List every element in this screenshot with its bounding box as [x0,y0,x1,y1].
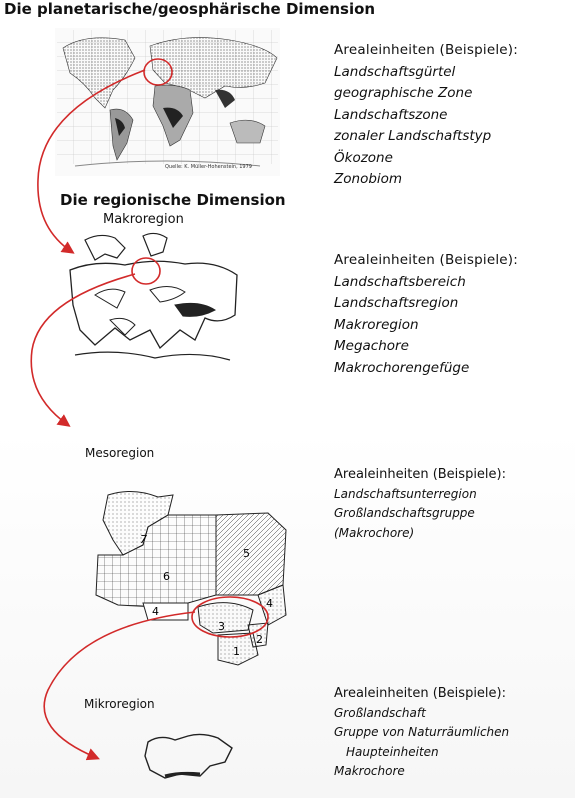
makroregion-units [334,250,518,379]
planetary-unit-item: Ökozone [334,149,393,166]
makroregion-unit-item: Makroregion [334,316,419,333]
mesoregion-unit-item: Großlandschaftsgruppe [334,506,475,520]
meso-region-number: 2 [256,633,263,646]
section-subtitle: Die regionische Dimension [60,191,286,209]
planetary-unit-item: geographische Zone [334,85,473,101]
page-title: Die planetarische/geosphärische Dimension [4,0,376,18]
meso-region-number: 4 [152,605,159,618]
makroregion-unit-item: Landschaftsregion [334,295,459,311]
europe-map-graphic [55,230,245,370]
panel-label-mikroregion: Mikroregion [84,697,155,711]
makroregion-unit-item: Landschaftsbereich [334,273,466,290]
meso-map-graphic [88,485,293,670]
meso-region-number: 3 [218,620,225,633]
makroregion-units-heading: Arealeinheiten (Beispiele): [334,252,519,268]
mesoregion-unit-item: (Makrochore) [334,525,415,540]
planetary-unit-item: Landschaftsgürtel [334,63,456,80]
micro-map-graphic [140,728,240,783]
makroregion-unit-item: Megachore [334,338,409,354]
world-map-source: Quelle: K. Müller-Hohenstein, 1979 [165,164,252,170]
planetary-units-heading: Arealeinheiten (Beispiele): [334,42,519,58]
planetary-units [334,40,518,191]
mikroregion-unit-item: Makrochore [334,764,405,778]
mikroregion-units-heading: Arealeinheiten (Beispiele): [334,686,506,701]
meso-region-number: 7 [140,533,147,546]
mikroregion-unit-item: Haupteinheiten [346,744,439,759]
world-map [55,28,280,176]
planetary-unit-item: Landschaftszone [334,106,448,123]
meso-region-number: 1 [233,645,240,658]
mesoregion-units-heading: Arealeinheiten (Beispiele): [334,467,506,482]
meso-map [88,485,293,670]
world-map-graphic [55,28,280,176]
meso-region-number: 6 [163,570,170,583]
mikroregion-units [334,684,509,782]
planetary-unit-item: Zonobiom [334,171,403,187]
mikroregion-unit-item: Großlandschaft [334,705,426,720]
mesoregion-unit-item: Landschaftsunterregion [334,486,477,501]
micro-map [140,728,240,783]
makroregion-unit-item: Makrochorengefüge [334,359,470,376]
panel-label-makroregion: Makroregion [103,212,184,227]
meso-region-number: 5 [243,547,250,560]
meso-region-number: 4 [266,597,273,610]
planetary-unit-item: zonaler Landschaftstyp [334,128,492,144]
mesoregion-units [334,465,506,543]
europe-map [55,230,245,370]
panel-label-mesoregion: Mesoregion [85,446,155,460]
mikroregion-unit-item: Gruppe von Naturräumlichen [334,725,510,739]
